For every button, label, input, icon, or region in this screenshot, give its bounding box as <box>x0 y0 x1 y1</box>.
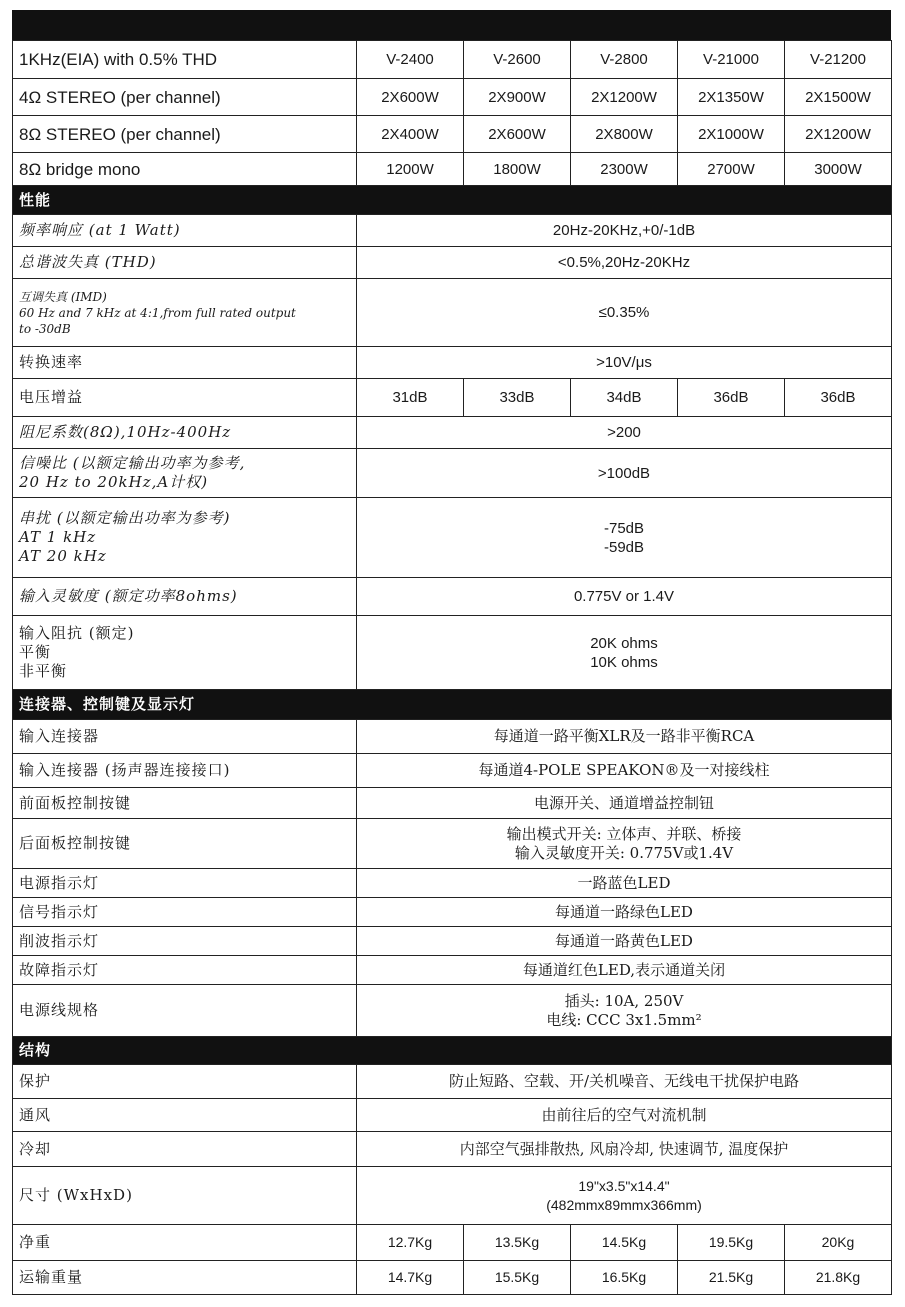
spec-label: 转换速率 <box>13 347 357 379</box>
weight-value: 15.5Kg <box>464 1261 571 1295</box>
section-header-performance <box>13 186 892 215</box>
spec-label: 总谐波失真 (THD) <box>13 247 357 279</box>
weight-value: 19.5Kg <box>678 1225 785 1261</box>
spec-label: 通风 <box>13 1099 357 1132</box>
spec-value: 每通道一路绿色LED <box>357 898 892 927</box>
gain-value: 33dB <box>464 379 571 417</box>
model-name: V-2600 <box>464 41 571 79</box>
power-value: 2X600W <box>357 79 464 116</box>
power-value: 2X1500W <box>785 79 892 116</box>
impedance-label-line: 非平衡 <box>19 662 68 680</box>
spec-value: 由前往后的空气对流机制 <box>357 1099 892 1132</box>
spec-label: 净重 <box>13 1225 357 1261</box>
spec-label: 信号指示灯 <box>13 898 357 927</box>
model-name: V-2400 <box>357 41 464 79</box>
spec-row-imd <box>13 279 892 347</box>
gain-value: 31dB <box>357 379 464 417</box>
spec-table <box>12 40 892 1295</box>
spec-row-input-sensitivity <box>13 578 892 616</box>
crosstalk-label-line: AT 1 kHz <box>19 528 97 546</box>
imd-label-line: to -30dB <box>19 321 71 336</box>
spec-row-power-cord <box>13 985 892 1037</box>
section-header-connectors <box>13 690 892 720</box>
spec-value: >10V/μs <box>357 347 892 379</box>
spec-row-protection <box>13 1065 892 1099</box>
impedance-label-line: 输入阻抗 (额定) <box>19 624 135 642</box>
spec-row-crosstalk <box>13 498 892 578</box>
power-value: 3000W <box>785 153 892 186</box>
power-value: 2X400W <box>357 116 464 153</box>
power-value: 2X600W <box>464 116 571 153</box>
imd-label-line: 60 Hz and 7 kHz at 4:1,from full rated output <box>19 305 296 320</box>
power-cord-line: 插头: 10A, 250V <box>564 991 684 1010</box>
spec-row-ventilation <box>13 1099 892 1132</box>
power-value: 2300W <box>571 153 678 186</box>
spec-value: 每通道一路黄色LED <box>357 927 892 956</box>
spec-row-rear-controls <box>13 819 892 869</box>
spec-row-dimensions <box>13 1167 892 1225</box>
section-title: 性能 <box>13 186 892 215</box>
power-row <box>13 116 892 153</box>
spec-label: 尺寸 (WxHxD) <box>13 1167 357 1225</box>
spec-row-clip-led <box>13 927 892 956</box>
spec-value: 20Hz-20KHz,+0/-1dB <box>357 215 892 247</box>
spec-row-input-connector <box>13 720 892 754</box>
spec-value: 每通道红色LED,表示通道关闭 <box>357 956 892 985</box>
spec-row-voltage-gain <box>13 379 892 417</box>
gain-value: 36dB <box>678 379 785 417</box>
power-cord-line: 电线: CCC 3x1.5mm² <box>546 1010 702 1029</box>
model-name: V-21200 <box>785 41 892 79</box>
spec-label: 冷却 <box>13 1132 357 1167</box>
spec-row-front-controls <box>13 788 892 819</box>
spec-row-signal-led <box>13 898 892 927</box>
power-row-label: 4Ω STEREO (per channel) <box>13 79 357 116</box>
snr-label-line: 信噪比 (以额定输出功率为参考, <box>19 454 246 472</box>
spec-row-net-weight <box>13 1225 892 1261</box>
spec-value <box>357 1167 892 1225</box>
power-header-label: 1KHz(EIA) with 0.5% THD <box>13 41 357 79</box>
power-value: 2X900W <box>464 79 571 116</box>
weight-value: 21.8Kg <box>785 1261 892 1295</box>
spec-label: 保护 <box>13 1065 357 1099</box>
spec-row-cooling <box>13 1132 892 1167</box>
power-row <box>13 79 892 116</box>
weight-value: 21.5Kg <box>678 1261 785 1295</box>
weight-value: 12.7Kg <box>357 1225 464 1261</box>
spec-label <box>13 616 357 690</box>
weight-value: 14.7Kg <box>357 1261 464 1295</box>
section-header-construction <box>13 1037 892 1065</box>
power-row-label: 8Ω STEREO (per channel) <box>13 116 357 153</box>
impedance-label-line: 平衡 <box>19 643 52 661</box>
spec-row-fault-led <box>13 956 892 985</box>
spec-label <box>13 279 357 347</box>
spec-value: >100dB <box>357 449 892 498</box>
spec-row-snr <box>13 449 892 498</box>
impedance-value: 20K ohms <box>590 634 658 652</box>
rear-control-line: 输入灵敏度开关: 0.775V或1.4V <box>514 843 734 862</box>
spec-value: ≤0.35% <box>357 279 892 347</box>
spec-label: 故障指示灯 <box>13 956 357 985</box>
power-value: 2X1200W <box>571 79 678 116</box>
spec-row-speaker-connector <box>13 754 892 788</box>
weight-value: 13.5Kg <box>464 1225 571 1261</box>
power-value: 2700W <box>678 153 785 186</box>
spec-value: 内部空气强排散热, 风扇冷却, 快速调节, 温度保护 <box>357 1132 892 1167</box>
section-title: 连接器、控制键及显示灯 <box>13 690 892 720</box>
spec-label: 输入连接器 (扬声器连接接口) <box>13 754 357 788</box>
crosstalk-value: -75dB <box>603 519 645 537</box>
spec-sheet <box>12 10 891 1295</box>
dimension-line: 19"x3.5"x14.4" <box>578 1177 670 1194</box>
gain-value: 36dB <box>785 379 892 417</box>
spec-value <box>357 819 892 869</box>
power-value: 1800W <box>464 153 571 186</box>
impedance-value: 10K ohms <box>590 653 658 671</box>
spec-label: 频率响应 (at 1 Watt) <box>13 215 357 247</box>
power-value: 2X800W <box>571 116 678 153</box>
spec-label: 输入灵敏度 (额定功率8ohms) <box>13 578 357 616</box>
spec-value: <0.5%,20Hz-20KHz <box>357 247 892 279</box>
model-name: V-21000 <box>678 41 785 79</box>
spec-value: 电源开关、通道增益控制钮 <box>357 788 892 819</box>
spec-label: 后面板控制按键 <box>13 819 357 869</box>
spec-value <box>357 498 892 578</box>
crosstalk-value: -59dB <box>603 538 645 556</box>
crosstalk-label-line: AT 20 kHz <box>19 547 107 565</box>
weight-value: 16.5Kg <box>571 1261 678 1295</box>
spec-value <box>357 985 892 1037</box>
spec-label: 输入连接器 <box>13 720 357 754</box>
top-black-bar <box>12 10 891 40</box>
power-row-label: 8Ω bridge mono <box>13 153 357 186</box>
weight-value: 14.5Kg <box>571 1225 678 1261</box>
spec-row-damping-factor <box>13 417 892 449</box>
power-value: 2X1350W <box>678 79 785 116</box>
spec-label: 运输重量 <box>13 1261 357 1295</box>
spec-row-frequency-response <box>13 215 892 247</box>
snr-label-line: 20 Hz to 20kHz,A计权) <box>19 473 209 491</box>
spec-row-input-impedance <box>13 616 892 690</box>
spec-value: >200 <box>357 417 892 449</box>
power-row <box>13 153 892 186</box>
spec-value: 一路蓝色LED <box>357 869 892 898</box>
spec-label: 电源线规格 <box>13 985 357 1037</box>
weight-value: 20Kg <box>785 1225 892 1261</box>
section-title: 结构 <box>13 1037 892 1065</box>
power-value: 2X1200W <box>785 116 892 153</box>
spec-row-thd <box>13 247 892 279</box>
power-value: 2X1000W <box>678 116 785 153</box>
gain-value: 34dB <box>571 379 678 417</box>
spec-value: 0.775V or 1.4V <box>357 578 892 616</box>
spec-value: 每通道一路平衡XLR及一路非平衡RCA <box>357 720 892 754</box>
spec-value: 每通道4-POLE SPEAKON®及一对接线柱 <box>357 754 892 788</box>
model-header-row <box>13 41 892 79</box>
rear-control-line: 输出模式开关: 立体声、并联、桥接 <box>506 824 742 843</box>
spec-label: 电源指示灯 <box>13 869 357 898</box>
spec-row-slew-rate <box>13 347 892 379</box>
spec-row-power-led <box>13 869 892 898</box>
dimension-line: (482mmx89mmx366mm) <box>546 1196 702 1213</box>
model-name: V-2800 <box>571 41 678 79</box>
spec-label <box>13 449 357 498</box>
spec-label: 前面板控制按键 <box>13 788 357 819</box>
spec-row-shipping-weight <box>13 1261 892 1295</box>
power-value: 1200W <box>357 153 464 186</box>
spec-label: 削波指示灯 <box>13 927 357 956</box>
spec-label <box>13 498 357 578</box>
spec-label: 电压增益 <box>13 379 357 417</box>
imd-label-line: 互调失真 (IMD) <box>19 289 107 304</box>
crosstalk-label-line: 串扰 (以额定输出功率为参考) <box>19 509 231 527</box>
spec-value: 防止短路、空载、开/关机噪音、无线电干扰保护电路 <box>357 1065 892 1099</box>
spec-label: 阻尼系数(8Ω),10Hz-400Hz <box>13 417 357 449</box>
spec-value <box>357 616 892 690</box>
